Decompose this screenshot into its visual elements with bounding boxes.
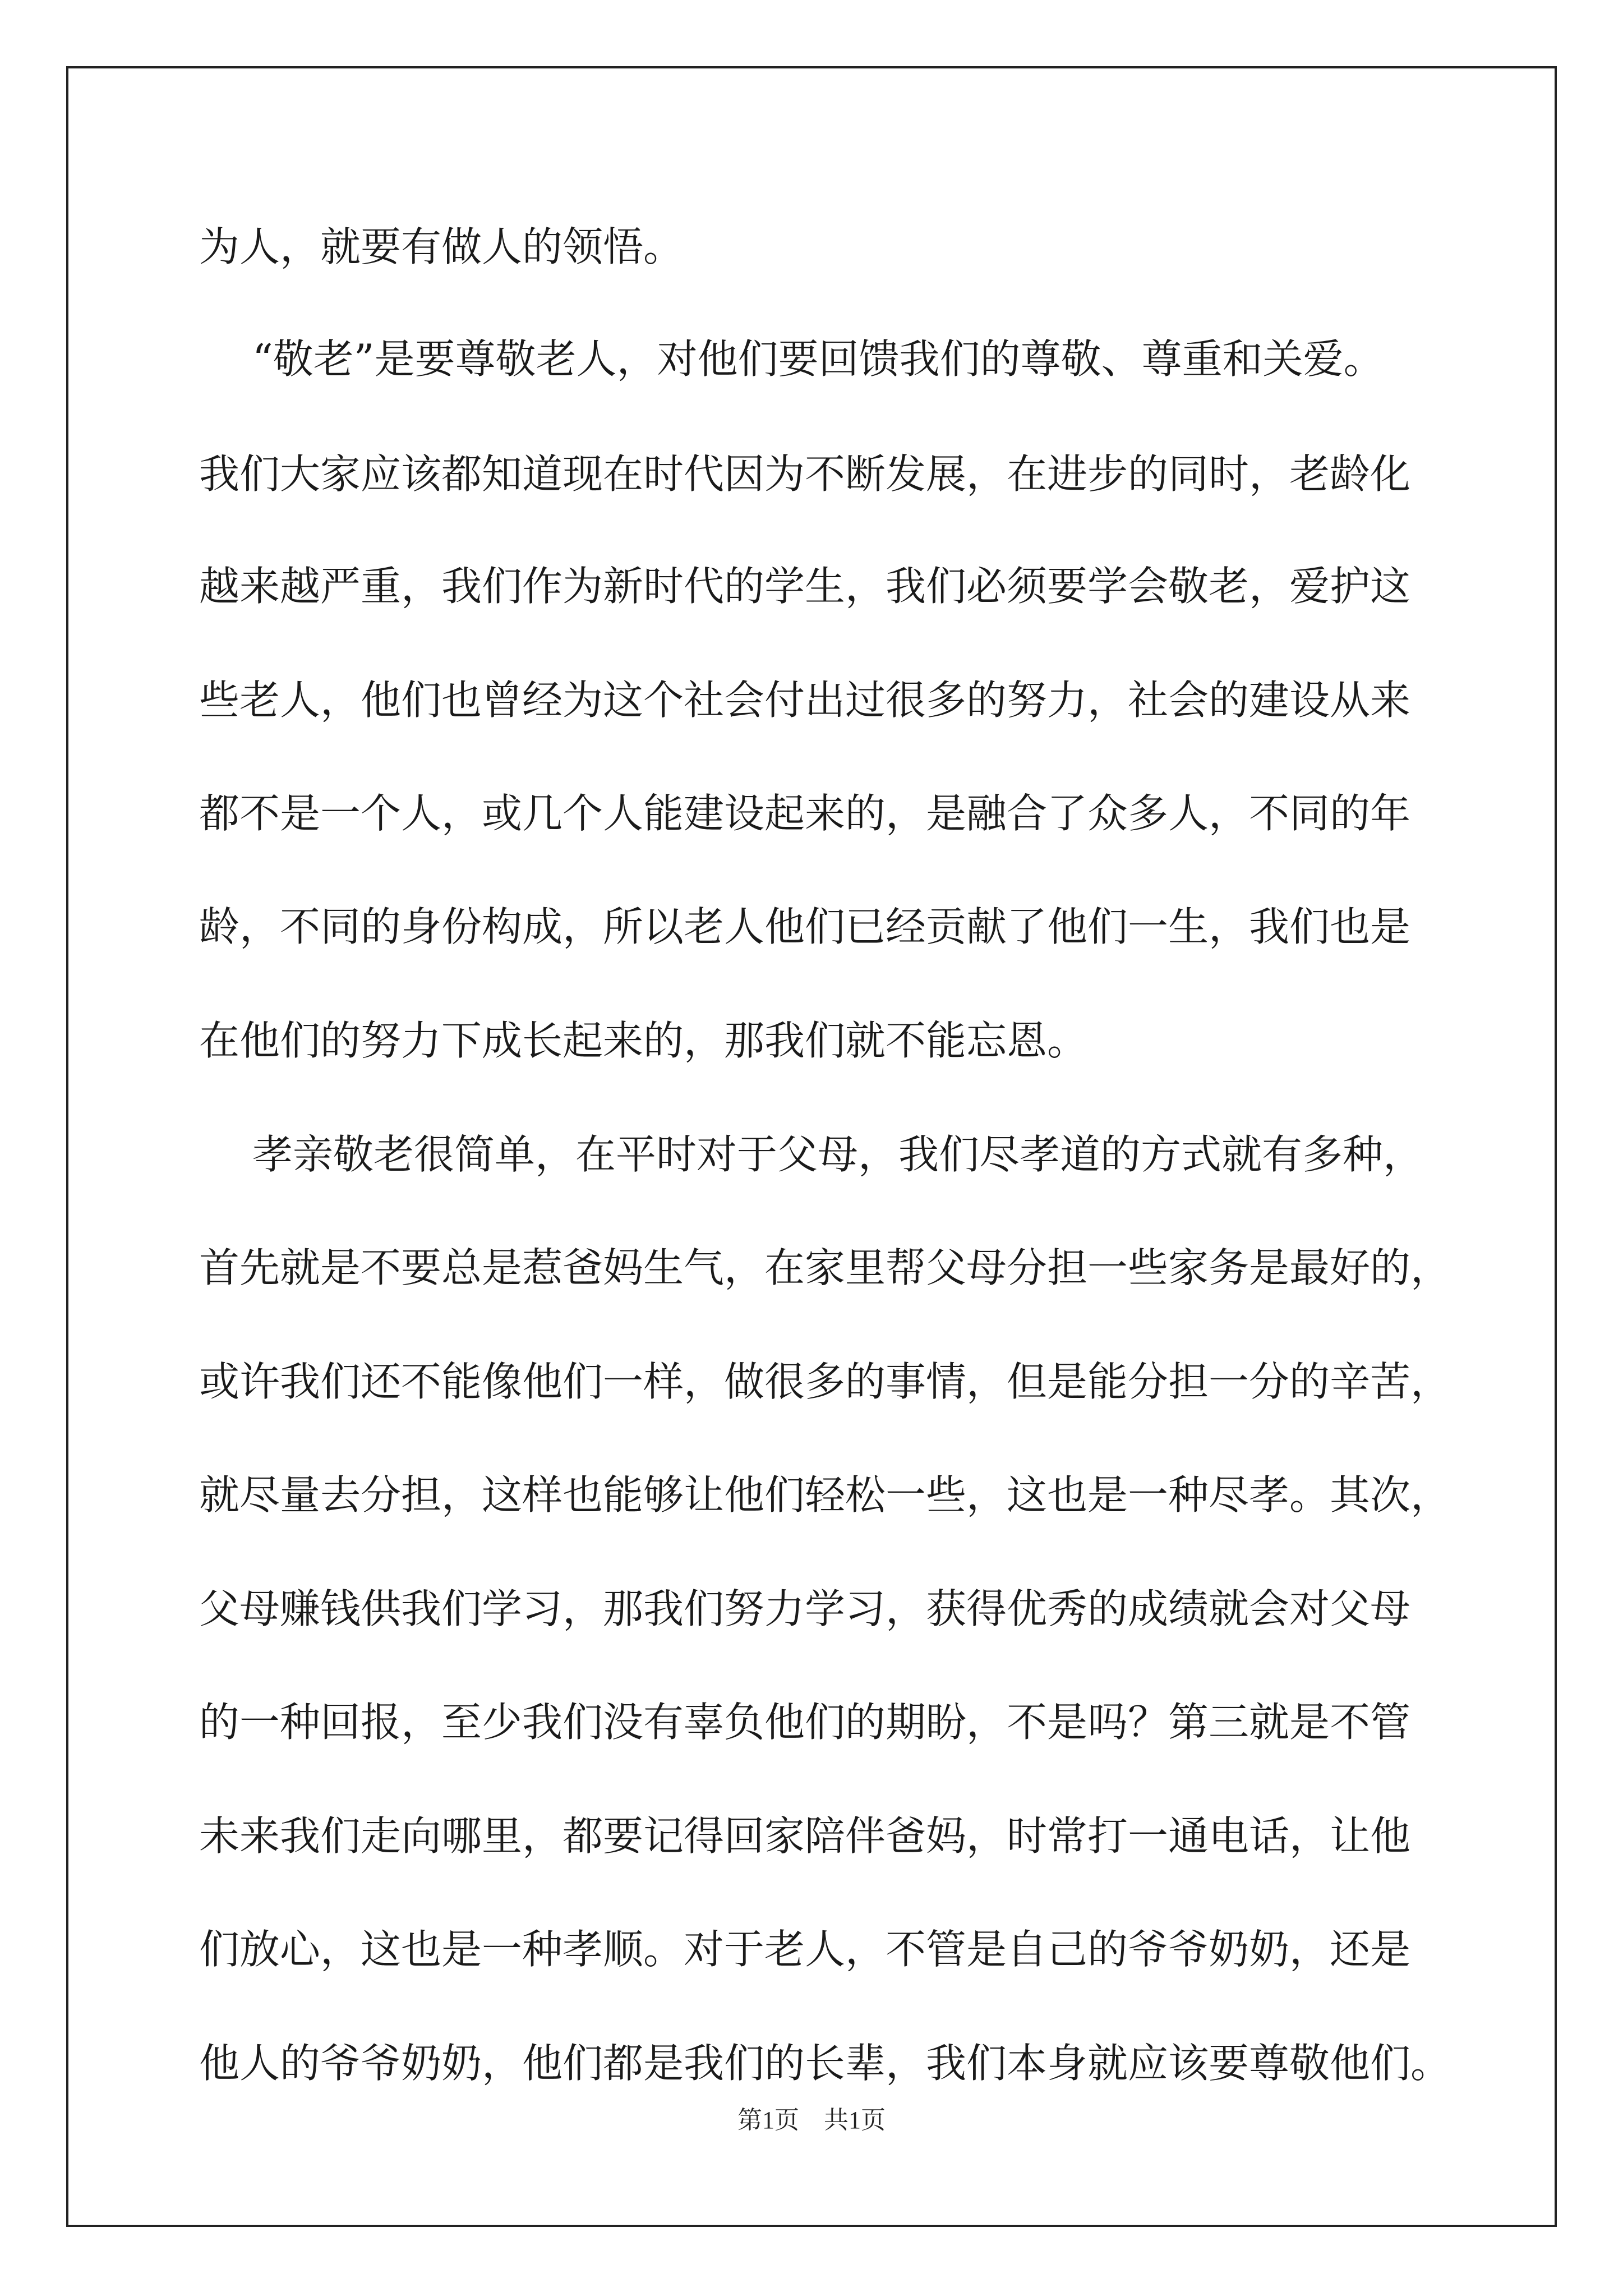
paragraph-2-line-4: 些老人，他们也曾经为这个社会付出过很多的努力，社会的建设从来 xyxy=(199,677,1411,724)
paragraph-2-line-7: 在他们的努力下成长起来的，那我们就不能忘恩。 xyxy=(199,1017,1088,1064)
paragraph-3-line-3: 或许我们还不能像他们一样，做很多的事情，但是能分担一分的辛苦， xyxy=(199,1358,1451,1405)
paragraph-2-line-5: 都不是一个人，或几个人能建设起来的，是融合了众多人，不同的年 xyxy=(199,790,1411,837)
paragraph-1-line-1: 为人，就要有做人的领悟。 xyxy=(199,223,684,270)
paragraph-2-line-2: 我们大家应该都知道现在时代因为不断发展，在进步的同时，老龄化 xyxy=(199,450,1411,498)
paragraph-2-line-6: 龄，不同的身份构成，所以老人他们已经贡献了他们一生，我们也是 xyxy=(199,903,1411,950)
paragraph-3-line-2: 首先就是不要总是惹爸妈生气，在家里帮父母分担一些家务是最好的， xyxy=(199,1244,1451,1291)
paragraph-2-line-1: “敬老”是要尊敬老人，对他们要回馈我们的尊敬、尊重和关爱。 xyxy=(252,335,1384,383)
paragraph-3-line-6: 的一种回报，至少我们没有辜负他们的期盼，不是吗？第三就是不管 xyxy=(199,1699,1411,1746)
paragraph-3-line-1: 孝亲敬老很简单，在平时对于父母，我们尽孝道的方式就有多种， xyxy=(252,1131,1424,1178)
paragraph-3-line-7: 未来我们走向哪里，都要记得回家陪伴爸妈，时常打一通电话，让他 xyxy=(199,1812,1411,1860)
paragraph-3-line-9: 他人的爷爷奶奶，他们都是我们的长辈，我们本身就应该要尊敬他们。 xyxy=(199,2040,1451,2087)
paragraph-3-line-4: 就尽量去分担，这样也能够让他们轻松一些，这也是一种尽孝。其次， xyxy=(199,1471,1451,1519)
paragraph-2-line-3: 越来越严重，我们作为新时代的学生，我们必须要学会敬老，爱护这 xyxy=(199,563,1411,610)
page-number-footer: 第1页 共1页 xyxy=(737,2106,886,2134)
paragraph-3-line-5: 父母赚钱供我们学习，那我们努力学习，获得优秀的成绩就会对父母 xyxy=(199,1585,1411,1632)
paragraph-3-line-8: 们放心，这也是一种孝顺。对于老人，不管是自己的爷爷奶奶，还是 xyxy=(199,1926,1411,1973)
